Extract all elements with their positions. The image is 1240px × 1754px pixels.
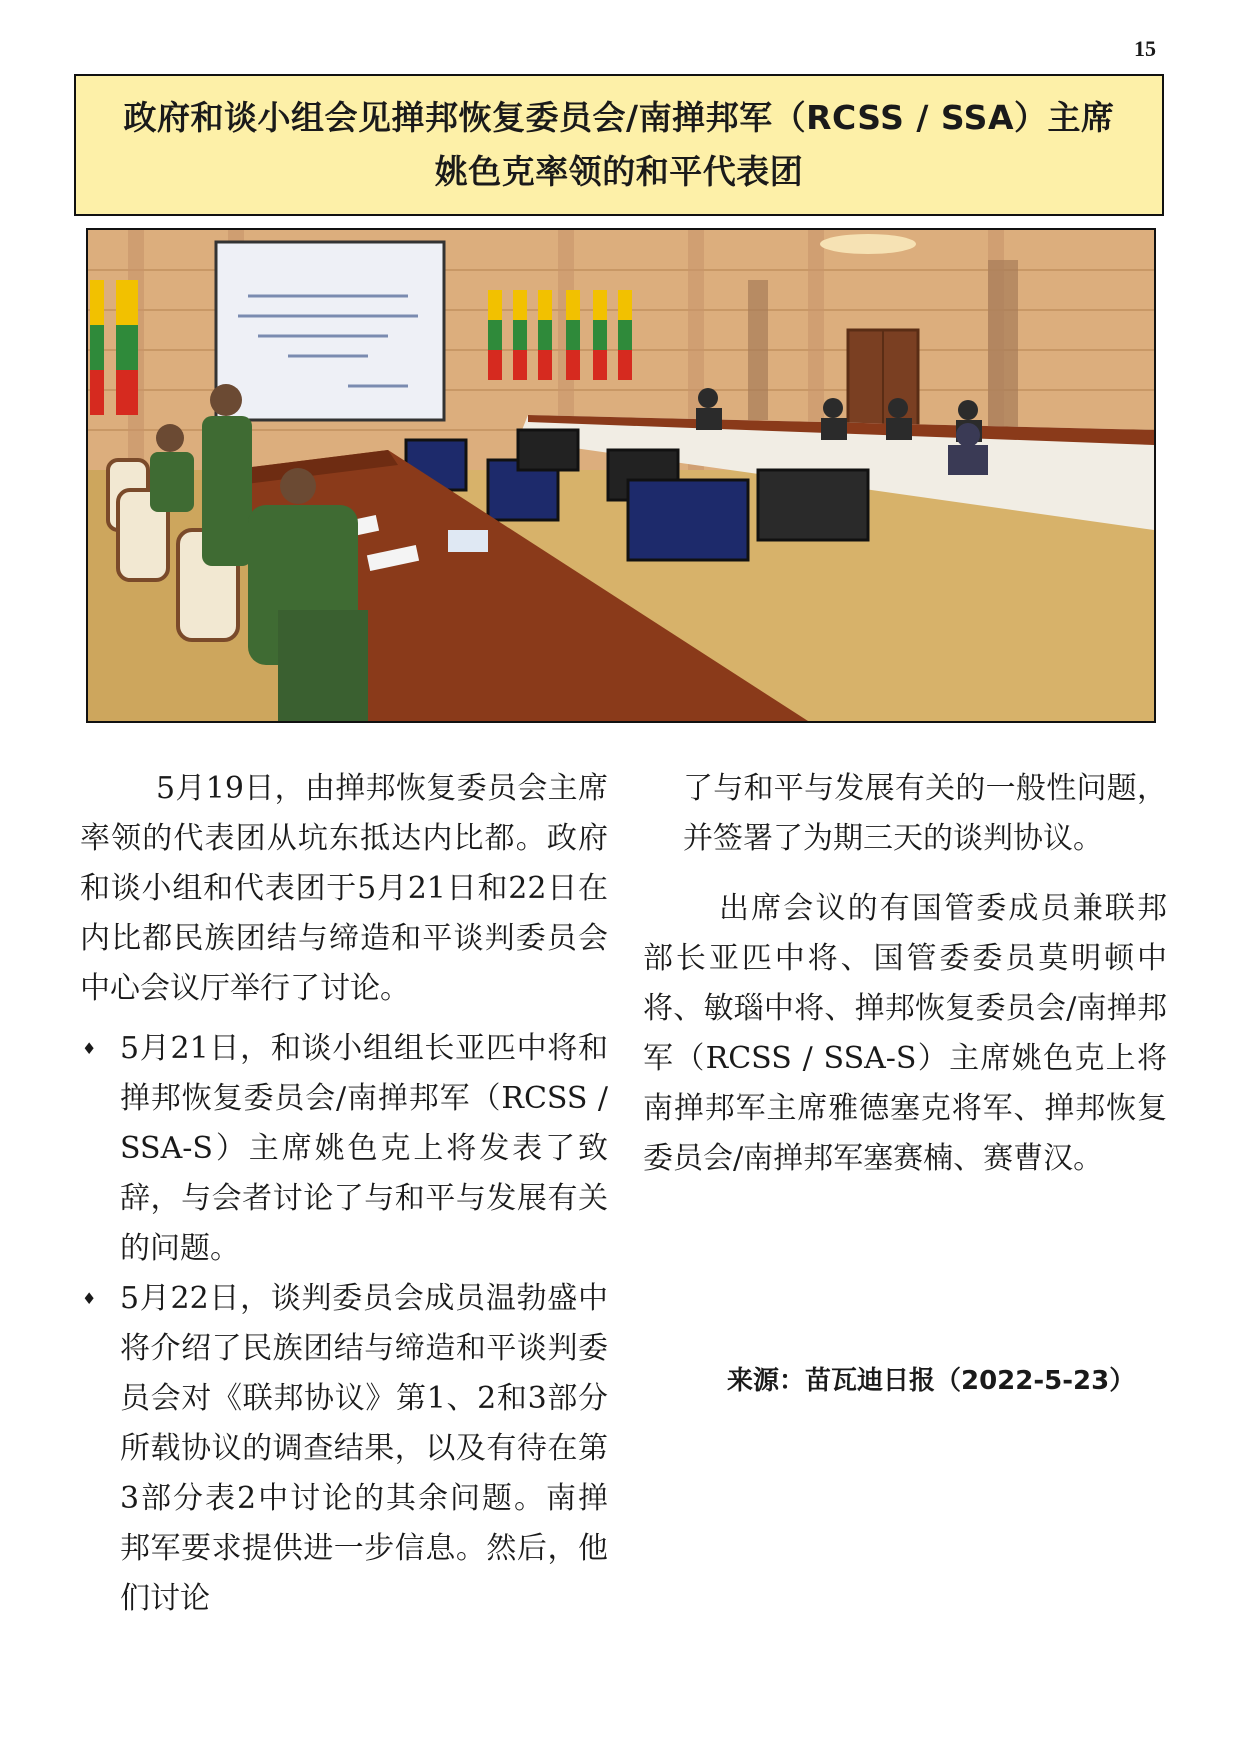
list-item bbox=[80, 1024, 608, 1274]
attendees-paragraph: 出席会议的有国管委成员兼联邦部长亚匹中将、国管委委员莫明顿中将、敏瑙中将、掸邦恢复委员会/南掸邦军（RCSS / SSA-S）主席姚色克上将南掸邦军主席雅德塞克将军、掸邦恢复委员会/南掸邦军塞赛楠、赛曹汉。 bbox=[643, 891, 1167, 1176]
right-column bbox=[643, 764, 1167, 1184]
article-title-line-2: 姚色克率领的和平代表团 bbox=[434, 152, 804, 191]
bullet-list bbox=[80, 1024, 608, 1624]
list-item bbox=[80, 1274, 608, 1624]
page-number: 15 bbox=[1134, 36, 1156, 61]
paragraph-gap bbox=[643, 864, 1167, 884]
diamond-bullet-icon: ♦ bbox=[82, 1039, 97, 1058]
article-title-box bbox=[74, 74, 1164, 216]
list-item-text: 5月22日，谈判委员会成员温勃盛中将介绍了民族团结与缔造和平谈判委员会对《联邦协议》第1、2和3部分所载协议的调查结果，以及有待在第3部分表2中讨论的其余问题。南掸邦军要求提供进一步信息。然后，他们讨论 bbox=[120, 1281, 608, 1616]
left-column bbox=[80, 764, 608, 1624]
source-line: 来源：苗瓦迪日报（2022-5-23） bbox=[727, 1366, 1136, 1396]
article-title-line-1: 政府和谈小组会见掸邦恢复委员会/南掸邦军（RCSS / SSA）主席 bbox=[123, 98, 1115, 137]
intro-paragraph: 5月19日，由掸邦恢复委员会主席率领的代表团从坑东抵达内比都。政府和谈小组和代表团于5月21日和22日在内比都民族团结与缔造和平谈判委员会中心会议厅举行了讨论。 bbox=[80, 771, 608, 1006]
diamond-bullet-icon: ♦ bbox=[82, 1289, 97, 1308]
continued-paragraph: 了与和平与发展有关的一般性问题，并签署了为期三天的谈判协议。 bbox=[683, 771, 1167, 856]
list-item-text: 5月21日，和谈小组组长亚匹中将和掸邦恢复委员会/南掸邦军（RCSS / SSA-S）主席姚色克上将发表了致辞，与会者讨论了与和平与发展有关的问题。 bbox=[120, 1031, 608, 1266]
meeting-photo bbox=[86, 228, 1156, 723]
